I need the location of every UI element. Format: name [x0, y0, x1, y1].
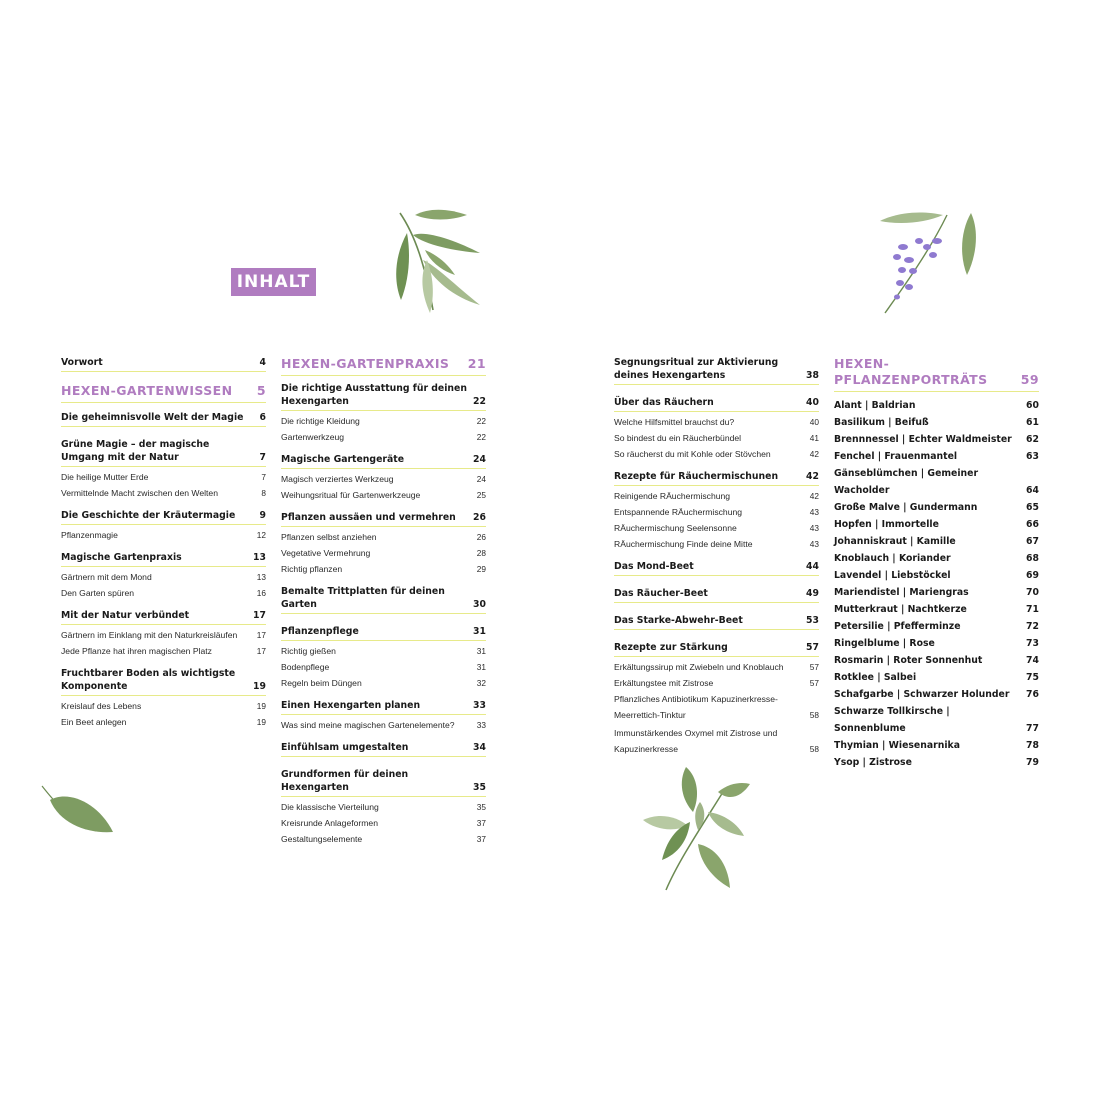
toc-entry-label: Pflanzenpflege — [281, 626, 359, 637]
plant-names: Johanniskraut | Kamille — [834, 536, 956, 547]
toc-chapter-entry[interactable] — [614, 587, 819, 603]
plant-page: 78 — [1026, 740, 1039, 751]
toc-chapter-entry[interactable] — [614, 560, 819, 576]
toc-subentry[interactable] — [281, 529, 486, 545]
leaf-sprig-illustration-top — [385, 205, 485, 320]
plant-portrait-entry[interactable] — [834, 397, 1039, 414]
toc-entry-label: Erkältungssirup mit Zwiebeln und Knoblauch — [614, 662, 784, 672]
toc-entry-page: 5 — [256, 383, 266, 398]
toc-entry-label: Die klassische Vierteilung — [281, 802, 379, 812]
toc-entry-page: 49 — [806, 588, 819, 599]
toc-chapter-entry[interactable] — [281, 453, 486, 469]
toc-entry-page: 58 — [809, 744, 819, 754]
toc-entry-label: Die geheimnisvolle Welt der Magie — [61, 412, 244, 423]
toc-entry-page: 37 — [476, 818, 486, 828]
toc-entry-label: Rezepte für Räuchermischunen — [614, 471, 779, 482]
toc-subentry[interactable] — [281, 643, 486, 659]
toc-entry-page: 7 — [261, 472, 266, 482]
toc-entry-page: 40 — [806, 397, 819, 408]
toc-entry-page: 57 — [806, 642, 819, 653]
toc-entry-page: 43 — [809, 507, 819, 517]
toc-entry-label: Magisch verziertes Werkzeug — [281, 474, 394, 484]
toc-entry-label: Gärtnern im Einklang mit den Naturkreisläufen — [61, 630, 238, 640]
toc-subentry[interactable] — [281, 413, 486, 429]
toc-entry-page: 31 — [476, 662, 486, 672]
plant-portrait-entry[interactable] — [834, 414, 1039, 431]
toc-entry-page: 43 — [809, 523, 819, 533]
toc-entry-label: RÄuchermischung Seelensonne — [614, 523, 737, 533]
toc-entry-label: Bodenpflege — [281, 662, 330, 672]
toc-entry-page: 19 — [253, 681, 266, 692]
toc-entry-label: Kreislauf des Lebens — [61, 701, 142, 711]
toc-entry-label: Bemalte Trittplatten für deinen Garten — [281, 586, 445, 610]
plant-page: 63 — [1026, 451, 1039, 462]
toc-entry-label: Fruchtbarer Boden als wichtigste Komponente — [61, 668, 236, 692]
plant-page: 64 — [1026, 485, 1039, 496]
toc-entry-page: 6 — [259, 412, 266, 423]
toc-entry-label: So bindest du ein Räucherbündel — [614, 433, 742, 443]
toc-entry-page: 37 — [476, 834, 486, 844]
plant-names: Mariendistel | Mariengras — [834, 587, 969, 598]
toc-entry-page: 32 — [476, 678, 486, 688]
toc-entry-label: Grüne Magie – der magische Umgang mit der Natur — [61, 439, 210, 463]
toc-entry-page: 4 — [259, 357, 266, 368]
toc-chapter-entry[interactable] — [281, 625, 486, 641]
toc-subentry[interactable] — [61, 627, 266, 643]
toc-entry-page: 31 — [473, 626, 486, 637]
toc-subentry[interactable] — [614, 520, 819, 536]
toc-subentry[interactable] — [614, 430, 819, 446]
plant-portrait-entry[interactable] — [834, 601, 1039, 618]
lavender-sprig-illustration — [875, 205, 985, 320]
toc-subentry[interactable] — [614, 659, 819, 675]
toc-entry-label: Einfühlsam umgestalten — [281, 742, 409, 753]
plant-names: Alant | Baldrian — [834, 400, 916, 411]
toc-entry-label: Vorwort — [61, 357, 103, 368]
plant-portrait-entry[interactable] — [834, 584, 1039, 601]
plant-page: 73 — [1026, 638, 1039, 649]
toc-entry-page: 35 — [476, 802, 486, 812]
toc-chapter-entry[interactable] — [281, 585, 486, 614]
toc-chapter-entry[interactable] — [61, 411, 266, 427]
toc-subentry[interactable] — [281, 799, 486, 815]
toc-subentry[interactable] — [61, 485, 266, 501]
toc-entry-label: Entspannende RÄuchermischung — [614, 507, 743, 517]
plant-page: 72 — [1026, 621, 1039, 632]
plant-names: Ringelblume | Rose — [834, 638, 935, 649]
toc-column-1 — [61, 356, 266, 730]
toc-entry-page: 26 — [473, 512, 486, 523]
toc-entry-label: Den Garten spüren — [61, 588, 135, 598]
toc-entry-label: Das Räucher-Beet — [614, 588, 708, 599]
plant-page: 60 — [1026, 400, 1039, 411]
toc-entry-label: Pflanzenmagie — [61, 530, 118, 540]
plant-page: 70 — [1026, 587, 1039, 598]
toc-chapter-entry[interactable] — [614, 641, 819, 657]
toc-entry-page: 22 — [476, 416, 486, 426]
toc-subentry[interactable] — [61, 698, 266, 714]
plant-portrait-entry[interactable] — [834, 533, 1039, 550]
toc-entry-label: Die Geschichte der Kräutermagie — [61, 510, 236, 521]
toc-entry-label: Erkältungstee mit Zistrose — [614, 678, 714, 688]
toc-entry-page: 42 — [806, 471, 819, 482]
toc-entry-page: 53 — [806, 615, 819, 626]
toc-entry-label: Die richtige Kleidung — [281, 416, 360, 426]
toc-subentry[interactable] — [61, 643, 266, 659]
plant-portrait-entry[interactable] — [834, 567, 1039, 584]
plant-names: Basilikum | Beifuß — [834, 417, 929, 428]
toc-subentry[interactable] — [281, 675, 486, 691]
plant-names: Mutterkraut | Nachtkerze — [834, 604, 967, 615]
plant-names: Knoblauch | Koriander — [834, 553, 951, 564]
toc-entry-label: Richtig pflanzen — [281, 564, 343, 574]
toc-entry-label: Magische Gartenpraxis — [61, 552, 182, 563]
plant-portrait-entry[interactable] — [834, 754, 1039, 771]
plant-page: 61 — [1026, 417, 1039, 428]
toc-chapter-entry[interactable] — [61, 667, 266, 696]
toc-entry-label: Pflanzen aussäen und vermehren — [281, 512, 456, 523]
toc-entry-label: Jede Pflanze hat ihren magischen Platz — [61, 646, 212, 656]
toc-chapter-entry[interactable] — [281, 511, 486, 527]
plant-page: 69 — [1026, 570, 1039, 581]
plant-names: Hopfen | Immortelle — [834, 519, 939, 530]
toc-entry-page: 8 — [261, 488, 266, 498]
plant-page: 71 — [1026, 604, 1039, 615]
plant-names: Rosmarin | Roter Sonnenhut — [834, 655, 983, 666]
plant-names: Petersilie | Pfefferminze — [834, 621, 961, 632]
toc-subentry[interactable] — [281, 429, 486, 445]
toc-entry-page: 42 — [809, 449, 819, 459]
toc-entry-label: Die heilige Mutter Erde — [61, 472, 149, 482]
toc-section-heading[interactable] — [834, 356, 1039, 392]
toc-entry-page: 24 — [473, 454, 486, 465]
toc-subentry[interactable] — [281, 561, 486, 577]
toc-entry-label: Rezepte zur Stärkung — [614, 642, 728, 653]
toc-subentry[interactable] — [61, 469, 266, 485]
plant-portrait-entry[interactable] — [834, 737, 1039, 754]
toc-subentry[interactable] — [281, 717, 486, 733]
toc-entry-label: Segnungsritual zur Aktivierung deines Hexengartens — [614, 357, 779, 381]
plant-names: Fenchel | Frauenmantel — [834, 451, 958, 462]
toc-entry-page: 31 — [476, 646, 486, 656]
toc-entry-label: Magische Gartengeräte — [281, 454, 404, 465]
toc-entry-label: Gestaltungselemente — [281, 834, 363, 844]
toc-entry-page: 9 — [259, 510, 266, 521]
toc-column-4 — [834, 356, 1039, 771]
toc-entry-page: 38 — [806, 370, 819, 381]
toc-entry-label: Mit der Natur verbündet — [61, 610, 190, 621]
toc-entry-label: Immunstärkendes Oxymel mit Zistrose und Kapuzinerkresse — [614, 728, 778, 754]
toc-entry-page: 22 — [473, 396, 486, 407]
toc-entry-label: Vegetative Vermehrung — [281, 548, 371, 558]
toc-entry-label: Das Starke-Abwehr-Beet — [614, 615, 743, 626]
toc-entry-page: 42 — [809, 491, 819, 501]
toc-entry-page: 24 — [476, 474, 486, 484]
plant-page: 62 — [1026, 434, 1039, 445]
toc-entry-page: 17 — [256, 646, 266, 656]
plant-page: 66 — [1026, 519, 1039, 530]
plant-page: 68 — [1026, 553, 1039, 564]
toc-entry-page: 16 — [256, 588, 266, 598]
plant-portrait-list — [834, 397, 1039, 771]
plant-names: Schafgarbe | Schwarzer Holunder — [834, 689, 1010, 700]
toc-entry-page: 29 — [476, 564, 486, 574]
toc-entry-page: 22 — [476, 432, 486, 442]
plant-names: Gänseblümchen | Gemeiner Wacholder — [834, 468, 979, 496]
toc-subentry[interactable] — [281, 487, 486, 503]
toc-entry-page: 21 — [467, 356, 486, 371]
plant-portrait-entry[interactable] — [834, 635, 1039, 652]
toc-entry-page: 13 — [256, 572, 266, 582]
toc-entry-label: Pflanzen selbst anziehen — [281, 532, 377, 542]
toc-entry-page: 35 — [473, 782, 486, 793]
toc-chapter-entry[interactable] — [281, 768, 486, 797]
toc-chapter-entry[interactable] — [614, 614, 819, 630]
plant-names: Ysop | Zistrose — [834, 757, 912, 768]
page-title: INHALT — [231, 268, 316, 296]
toc-entry-page: 40 — [809, 417, 819, 427]
toc-chapter-entry[interactable] — [61, 509, 266, 525]
plant-portrait-entry[interactable] — [834, 431, 1039, 448]
toc-chapter-entry[interactable] — [61, 609, 266, 625]
toc-entry-label: Regeln beim Düngen — [281, 678, 362, 688]
toc-entry-page: 30 — [473, 599, 486, 610]
toc-entry-label: HEXEN-GARTENWISSEN — [61, 383, 233, 398]
toc-chapter-entry[interactable] — [614, 396, 819, 412]
plant-page: 74 — [1026, 655, 1039, 666]
plant-page: 77 — [1026, 723, 1039, 734]
toc-entry-label: Grundformen für deinen Hexengarten — [281, 769, 409, 793]
toc-chapter-entry[interactable] — [281, 741, 486, 757]
toc-entry-page: 13 — [253, 552, 266, 563]
toc-subentry[interactable] — [614, 488, 819, 504]
plant-page: 65 — [1026, 502, 1039, 513]
toc-chapter-entry[interactable] — [61, 438, 266, 467]
toc-subentry[interactable] — [281, 545, 486, 561]
toc-entry-page: 28 — [476, 548, 486, 558]
toc-subentry[interactable] — [614, 675, 819, 691]
toc-entry-label: RÄuchermischung Finde deine Mitte — [614, 539, 753, 549]
toc-subentry[interactable] — [281, 471, 486, 487]
toc-entry-label: Was sind meine magischen Gartenelemente? — [281, 720, 455, 730]
toc-subentry[interactable] — [281, 831, 486, 847]
toc-entry-page: 17 — [256, 630, 266, 640]
toc-subentry[interactable] — [614, 414, 819, 430]
toc-entry-page: 34 — [473, 742, 486, 753]
toc-section-heading[interactable] — [281, 356, 486, 376]
plant-portrait-entry[interactable] — [834, 448, 1039, 465]
toc-entry-label: Welche Hilfsmittel brauchst du? — [614, 417, 735, 427]
toc-chapter-entry[interactable] — [281, 699, 486, 715]
toc-section-page: 59 — [1020, 372, 1039, 387]
toc-entry-label: Weihungsritual für Gartenwerkzeuge — [281, 490, 421, 500]
toc-entry-label: Reinigende RÄuchermischung — [614, 491, 731, 501]
plant-page: 76 — [1026, 689, 1039, 700]
toc-subentry[interactable] — [614, 504, 819, 520]
toc-entry-label: Die richtige Ausstattung für deinen Hexengarten — [281, 383, 467, 407]
toc-subentry[interactable] — [281, 815, 486, 831]
plant-portrait-entry[interactable] — [834, 703, 1039, 737]
toc-chapter-entry[interactable] — [281, 382, 486, 411]
plant-portrait-entry[interactable] — [834, 499, 1039, 516]
plant-names: Brennnessel | Echter Waldmeister — [834, 434, 1012, 445]
toc-subentry[interactable] — [614, 536, 819, 552]
toc-entry-label: So räucherst du mit Kohle oder Stövchen — [614, 449, 771, 459]
toc-entry-page: 19 — [256, 717, 266, 727]
toc-subentry[interactable] — [281, 659, 486, 675]
toc-entry-label: HEXEN-GARTENPRAXIS — [281, 356, 450, 371]
toc-section-heading[interactable] — [61, 383, 266, 403]
toc-entry-label: Pflanzliches Antibiotikum Kapuzinerkresse-Meerrettich-Tinktur — [614, 694, 778, 720]
single-leaf-illustration — [38, 782, 118, 837]
toc-entry-page: 19 — [256, 701, 266, 711]
toc-entry-label: Vermittelnde Macht zwischen den Welten — [61, 488, 218, 498]
toc-section-label: HEXEN-PFLANZENPORTRÄTS — [834, 356, 988, 387]
toc-entry-page: 7 — [259, 452, 266, 463]
plant-names: Lavendel | Liebstöckel — [834, 570, 951, 581]
plant-page: 67 — [1026, 536, 1039, 547]
toc-chapter-entry[interactable] — [61, 551, 266, 567]
plant-portrait-entry[interactable] — [834, 618, 1039, 635]
toc-subentry[interactable] — [61, 569, 266, 585]
toc-subentry[interactable] — [614, 446, 819, 462]
toc-column-3 — [614, 356, 819, 757]
toc-entry-page: 12 — [256, 530, 266, 540]
toc-chapter-entry[interactable] — [614, 356, 819, 385]
toc-entry-page: 33 — [476, 720, 486, 730]
toc-entry-label: Kreisrunde Anlageformen — [281, 818, 378, 828]
plant-portrait-entry[interactable] — [834, 652, 1039, 669]
plant-portrait-entry[interactable] — [834, 669, 1039, 686]
toc-entry-page: 44 — [806, 561, 819, 572]
toc-subentry[interactable] — [61, 714, 266, 730]
plant-names: Rotklee | Salbei — [834, 672, 917, 683]
plant-portrait-entry[interactable] — [834, 516, 1039, 533]
toc-entry-page: 26 — [476, 532, 486, 542]
toc-subentry[interactable] — [614, 725, 819, 757]
toc-column-2 — [281, 356, 486, 847]
toc-subentry[interactable] — [614, 691, 819, 723]
toc-entry-page: 17 — [253, 610, 266, 621]
sage-sprig-illustration-bottom — [638, 762, 753, 892]
toc-entry-page: 58 — [809, 710, 819, 720]
toc-subentry[interactable] — [61, 527, 266, 543]
plant-portrait-entry[interactable] — [834, 686, 1039, 703]
toc-entry-label: Einen Hexengarten planen — [281, 700, 421, 711]
plant-portrait-entry[interactable] — [834, 550, 1039, 567]
toc-entry-label: Das Mond-Beet — [614, 561, 694, 572]
plant-names: Große Malve | Gundermann — [834, 502, 978, 513]
toc-entry-page: 41 — [809, 433, 819, 443]
toc-entry-page: 43 — [809, 539, 819, 549]
toc-entry-page: 33 — [473, 700, 486, 711]
toc-entry-label: Über das Räuchern — [614, 397, 714, 408]
toc-entry-page: 25 — [476, 490, 486, 500]
plant-names: Thymian | Wiesenarnika — [834, 740, 960, 751]
plant-portrait-entry[interactable] — [834, 465, 1039, 499]
plant-page: 75 — [1026, 672, 1039, 683]
toc-subentry[interactable] — [61, 585, 266, 601]
plant-names: Schwarze Tollkirsche | Sonnenblume — [834, 706, 950, 734]
toc-entry-page: 57 — [809, 678, 819, 688]
toc-entry-label: Gärtnern mit dem Mond — [61, 572, 152, 582]
toc-entry-label: Gartenwerkzeug — [281, 432, 345, 442]
toc-entry-label: Richtig gießen — [281, 646, 336, 656]
toc-entry-label: Ein Beet anlegen — [61, 717, 127, 727]
toc-chapter-entry[interactable] — [614, 470, 819, 486]
plant-page: 79 — [1026, 757, 1039, 768]
toc-chapter-entry[interactable] — [61, 356, 266, 372]
toc-entry-page: 57 — [809, 662, 819, 672]
